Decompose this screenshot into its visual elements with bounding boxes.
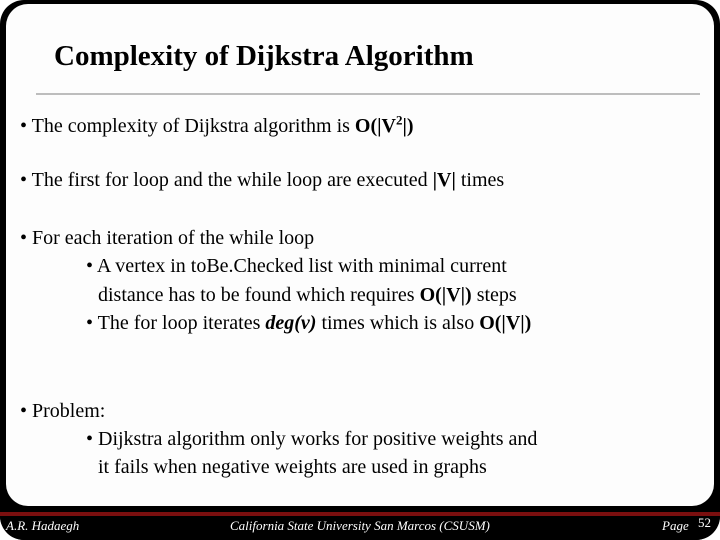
- bullet-text: distance has to be found which requires: [98, 284, 420, 306]
- footer-author: A.R. Hadaegh: [6, 518, 80, 533]
- bullet-text: • The complexity of Dijkstra algorithm is: [20, 115, 355, 137]
- bullet-sup: 2: [396, 112, 403, 128]
- footer-page-number: 52: [698, 515, 711, 530]
- slide-panel: [6, 4, 714, 506]
- footer-university: California State University San Marcos (CSUSM): [230, 518, 490, 533]
- slide-footer: [0, 512, 720, 540]
- bullet-complexity: [20, 114, 414, 138]
- bullet-bold-end: |): [402, 115, 414, 137]
- bullet-bold-italic: deg(v): [265, 312, 317, 334]
- subbullet-forloop: [86, 311, 531, 335]
- footer-page-label: Page: [662, 518, 689, 533]
- bullet-text: • The for loop iterates: [86, 312, 266, 334]
- bullet-text-post: steps: [471, 284, 517, 306]
- subbullet-problem: • Dijkstra algorithm only works for positive weights and: [86, 428, 538, 450]
- bullet-bold: |V|: [432, 169, 456, 191]
- bullet-problem: • Problem:: [20, 400, 106, 422]
- bullet-loops: [20, 168, 504, 192]
- bullet-text-mid: times which is also: [316, 312, 480, 334]
- slide-title: Complexity of Dijkstra Algorithm: [54, 40, 474, 72]
- bullet-text-post: times: [455, 169, 505, 191]
- subbullet-vertex: [86, 254, 507, 278]
- footer-accent-strip: [0, 512, 720, 516]
- bullet-iteration: • For each iteration of the while loop: [20, 227, 315, 249]
- subbullet-vertex-cont: [98, 283, 517, 307]
- bullet-bold: O(|V: [354, 115, 396, 137]
- bullet-bold: O(|V|): [479, 312, 532, 334]
- bullet-text: • The first for loop and the while loop are executed: [20, 169, 433, 191]
- bullet-text: • A vertex in to: [86, 255, 207, 277]
- subbullet-problem-cont: it fails when negative weights are used in graphs: [98, 456, 487, 478]
- title-divider: [36, 93, 700, 95]
- bullet-bold: O(|V|): [419, 284, 472, 306]
- bullet-text-post: Be.Checked list with minimal current: [206, 255, 507, 277]
